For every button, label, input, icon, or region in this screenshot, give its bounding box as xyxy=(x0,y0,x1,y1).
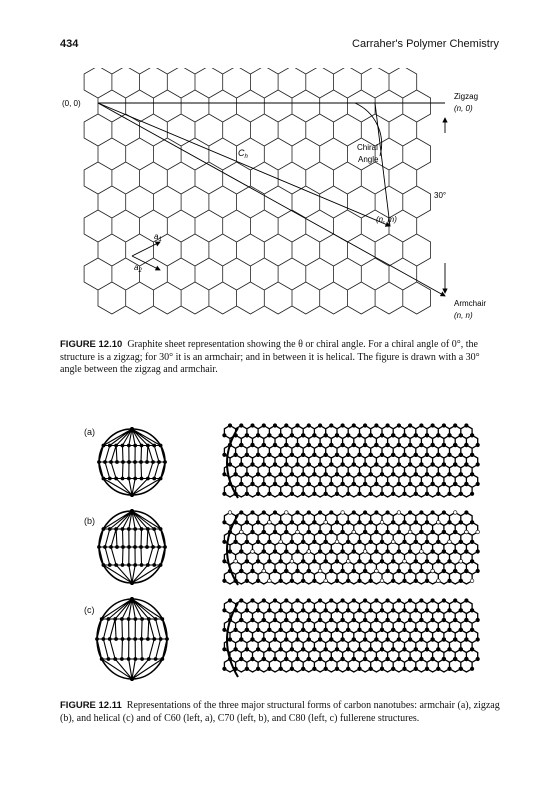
page-number: 434 xyxy=(60,38,79,50)
nanotube xyxy=(223,599,480,677)
chiral-label: Chiral xyxy=(357,143,378,152)
caption-number: FIGURE 12.11 xyxy=(60,700,122,711)
fullerene-molecule xyxy=(97,427,167,497)
figure-12-10-caption xyxy=(60,339,500,377)
panel-b-label: (b) xyxy=(84,516,95,526)
hexagon-lattice xyxy=(84,68,431,314)
zigzag-coord: (n, 0) xyxy=(454,104,473,113)
running-title: Carraher's Polymer Chemistry xyxy=(352,38,499,50)
angle-label: Angle xyxy=(358,155,379,164)
armchair-structures xyxy=(95,420,485,505)
zigzag-structures xyxy=(95,505,485,590)
panel-a-label: (a) xyxy=(84,427,95,437)
armchair-label: Armchair xyxy=(454,299,487,308)
panel-c-label: (c) xyxy=(84,605,95,615)
ch-label: $C_h$ xyxy=(238,148,248,160)
a1-label: $a_1$ xyxy=(154,232,162,243)
nanotube xyxy=(223,424,480,498)
page-header xyxy=(60,38,499,54)
zigzag-label: Zigzag xyxy=(454,92,479,101)
hexagon-cells xyxy=(84,68,431,314)
fullerene-molecule xyxy=(95,597,169,681)
chiral-lines xyxy=(98,103,445,296)
graphite-sheet-figure xyxy=(60,68,500,333)
a1-vector xyxy=(132,242,160,256)
angle-value: 30° xyxy=(434,191,447,200)
helical-structures xyxy=(95,592,485,687)
caption-text: Graphite sheet representation showing the θ or chiral angle. For a chiral angle of 0°, the structure is a zigzag; for 30° it is an armchair; and in between it is helical. The figure is drawn with a 30° angle between the zigzag and armchair. xyxy=(60,339,480,375)
caption-number: FIGURE 12.10 xyxy=(60,339,123,350)
nm-label: (n, m) xyxy=(376,215,397,224)
caption-text: Representations of the three major structural forms of carbon nanotubes: armchair (a), zigzag (b), and helical (c) and of C60 (left, a), C70 (left, b), and C80 (left, c) fullerene structures. xyxy=(60,700,500,724)
origin-label: (0, 0) xyxy=(62,99,81,108)
figure-12-11-caption xyxy=(60,700,500,725)
nanotube xyxy=(223,511,480,585)
ch-vector xyxy=(98,103,390,226)
a2-label: $a_2$ xyxy=(134,263,142,274)
armchair-line xyxy=(98,103,445,296)
armchair-coord: (n, n) xyxy=(454,311,473,320)
fullerene-molecule xyxy=(97,509,167,585)
